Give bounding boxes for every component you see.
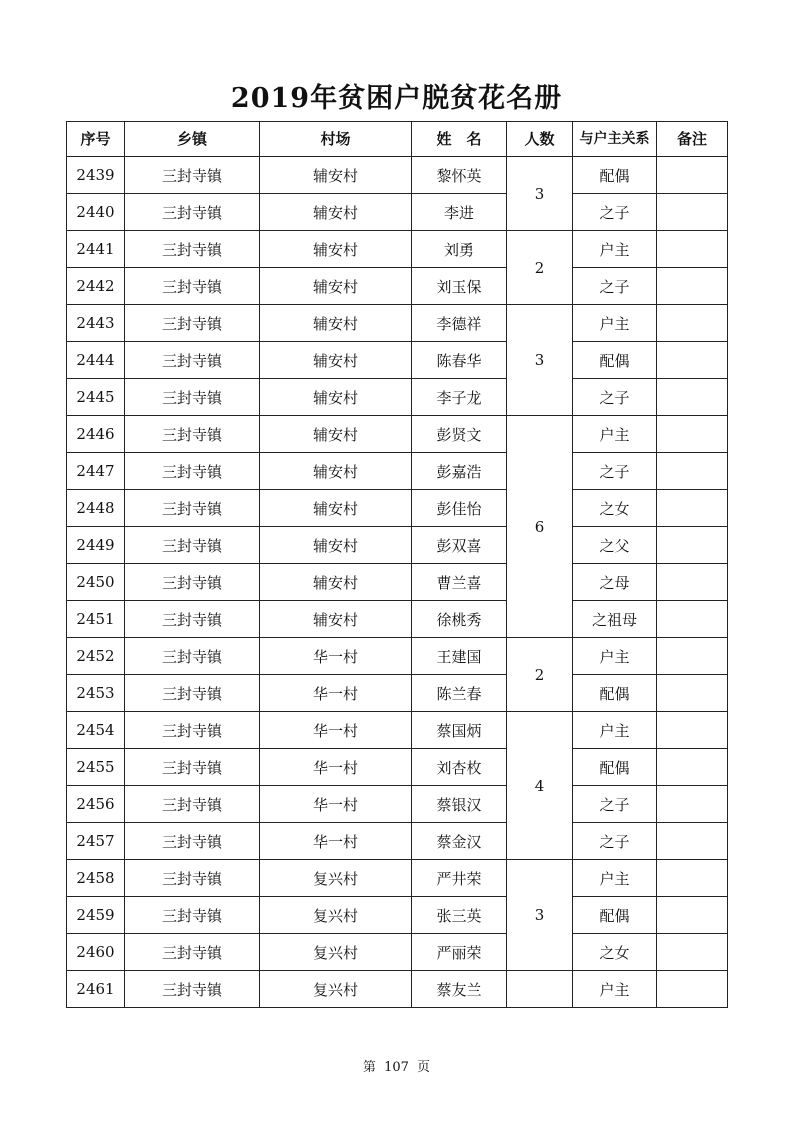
table-row [67, 453, 728, 490]
cell-remark [657, 712, 728, 749]
cell-seq: 2446 [67, 416, 125, 453]
cell-village: 辅安村 [260, 490, 412, 527]
cell-remark [657, 305, 728, 342]
cell-household-count [507, 971, 573, 1008]
header-relation: 与户主关系 [573, 122, 657, 157]
cell-name: 刘杏枚 [412, 749, 507, 786]
cell-town: 三封寺镇 [125, 305, 260, 342]
cell-name: 刘勇 [412, 231, 507, 268]
cell-name: 刘玉保 [412, 268, 507, 305]
header-remark: 备注 [657, 122, 728, 157]
cell-relation: 之祖母 [573, 601, 657, 638]
cell-village: 辅安村 [260, 453, 412, 490]
header-seq: 序号 [67, 122, 125, 157]
cell-remark [657, 268, 728, 305]
table-row [67, 934, 728, 971]
cell-seq: 2456 [67, 786, 125, 823]
cell-household-count: 4 [507, 712, 573, 860]
cell-town: 三封寺镇 [125, 379, 260, 416]
table-row [67, 749, 728, 786]
table-row [67, 564, 728, 601]
cell-relation: 之子 [573, 453, 657, 490]
cell-remark [657, 601, 728, 638]
cell-town: 三封寺镇 [125, 823, 260, 860]
table-body [67, 157, 728, 1008]
table-row [67, 527, 728, 564]
cell-household-count: 3 [507, 305, 573, 416]
cell-relation: 户主 [573, 305, 657, 342]
cell-village: 华一村 [260, 712, 412, 749]
cell-name: 张三英 [412, 897, 507, 934]
table-row [67, 379, 728, 416]
cell-village: 辅安村 [260, 194, 412, 231]
poverty-roster-table [66, 121, 728, 1008]
table-row [67, 601, 728, 638]
cell-name: 彭嘉浩 [412, 453, 507, 490]
cell-name: 王建国 [412, 638, 507, 675]
cell-remark [657, 638, 728, 675]
table-row [67, 638, 728, 675]
document-title: 2019年贫困户脱贫花名册 [230, 83, 563, 114]
table-row [67, 897, 728, 934]
cell-household-count: 2 [507, 231, 573, 305]
cell-remark [657, 490, 728, 527]
cell-household-count: 2 [507, 638, 573, 712]
cell-name: 彭贤文 [412, 416, 507, 453]
cell-name: 严丽荣 [412, 934, 507, 971]
cell-remark [657, 823, 728, 860]
cell-name: 陈春华 [412, 342, 507, 379]
table-row [67, 860, 728, 897]
cell-town: 三封寺镇 [125, 268, 260, 305]
cell-town: 三封寺镇 [125, 564, 260, 601]
cell-seq: 2444 [67, 342, 125, 379]
header-village: 村场 [260, 122, 412, 157]
cell-village: 辅安村 [260, 342, 412, 379]
cell-name: 严井荣 [412, 860, 507, 897]
cell-town: 三封寺镇 [125, 453, 260, 490]
cell-village: 复兴村 [260, 971, 412, 1008]
cell-village: 华一村 [260, 675, 412, 712]
table-row [67, 194, 728, 231]
table-row [67, 416, 728, 453]
cell-seq: 2461 [67, 971, 125, 1008]
cell-town: 三封寺镇 [125, 416, 260, 453]
cell-remark [657, 934, 728, 971]
header-town: 乡镇 [125, 122, 260, 157]
cell-remark [657, 342, 728, 379]
table-header-row [67, 122, 728, 157]
table-row [67, 675, 728, 712]
cell-town: 三封寺镇 [125, 675, 260, 712]
cell-town: 三封寺镇 [125, 231, 260, 268]
cell-remark [657, 564, 728, 601]
cell-remark [657, 749, 728, 786]
cell-seq: 2457 [67, 823, 125, 860]
cell-town: 三封寺镇 [125, 342, 260, 379]
table-row [67, 268, 728, 305]
cell-remark [657, 527, 728, 564]
cell-town: 三封寺镇 [125, 860, 260, 897]
cell-town: 三封寺镇 [125, 934, 260, 971]
footer-prefix: 第 [362, 1060, 376, 1075]
cell-town: 三封寺镇 [125, 490, 260, 527]
cell-name: 彭佳怡 [412, 490, 507, 527]
table-row [67, 823, 728, 860]
cell-relation: 之女 [573, 934, 657, 971]
page-number: 107 [384, 1060, 409, 1075]
table-row [67, 490, 728, 527]
table-row [67, 305, 728, 342]
cell-remark [657, 416, 728, 453]
cell-village: 辅安村 [260, 527, 412, 564]
cell-village: 辅安村 [260, 268, 412, 305]
cell-village: 复兴村 [260, 860, 412, 897]
cell-name: 曹兰喜 [412, 564, 507, 601]
cell-remark [657, 157, 728, 194]
cell-seq: 2459 [67, 897, 125, 934]
cell-town: 三封寺镇 [125, 527, 260, 564]
cell-remark [657, 194, 728, 231]
cell-village: 华一村 [260, 638, 412, 675]
cell-town: 三封寺镇 [125, 157, 260, 194]
cell-name: 陈兰春 [412, 675, 507, 712]
cell-name: 李德祥 [412, 305, 507, 342]
header-name: 姓 名 [412, 122, 507, 157]
cell-seq: 2453 [67, 675, 125, 712]
cell-village: 华一村 [260, 823, 412, 860]
cell-village: 辅安村 [260, 157, 412, 194]
cell-remark [657, 860, 728, 897]
cell-remark [657, 231, 728, 268]
cell-relation: 之女 [573, 490, 657, 527]
cell-seq: 2442 [67, 268, 125, 305]
cell-relation: 户主 [573, 712, 657, 749]
cell-seq: 2452 [67, 638, 125, 675]
cell-name: 蔡友兰 [412, 971, 507, 1008]
table-row [67, 231, 728, 268]
cell-relation: 配偶 [573, 897, 657, 934]
cell-name: 蔡银汉 [412, 786, 507, 823]
page-footer [0, 1056, 793, 1075]
cell-town: 三封寺镇 [125, 786, 260, 823]
cell-name: 彭双喜 [412, 527, 507, 564]
cell-town: 三封寺镇 [125, 601, 260, 638]
cell-seq: 2439 [67, 157, 125, 194]
cell-village: 华一村 [260, 749, 412, 786]
cell-relation: 之子 [573, 786, 657, 823]
table-row [67, 712, 728, 749]
cell-relation: 之母 [573, 564, 657, 601]
cell-remark [657, 971, 728, 1008]
cell-village: 辅安村 [260, 564, 412, 601]
cell-household-count: 6 [507, 416, 573, 638]
cell-relation: 配偶 [573, 157, 657, 194]
cell-relation: 之子 [573, 194, 657, 231]
cell-village: 辅安村 [260, 601, 412, 638]
cell-town: 三封寺镇 [125, 971, 260, 1008]
cell-relation: 户主 [573, 860, 657, 897]
cell-seq: 2455 [67, 749, 125, 786]
cell-remark [657, 675, 728, 712]
cell-relation: 配偶 [573, 342, 657, 379]
cell-name: 黎怀英 [412, 157, 507, 194]
cell-relation: 户主 [573, 416, 657, 453]
cell-relation: 配偶 [573, 675, 657, 712]
table-row [67, 342, 728, 379]
cell-name: 蔡国炳 [412, 712, 507, 749]
cell-remark [657, 897, 728, 934]
cell-seq: 2445 [67, 379, 125, 416]
cell-seq: 2440 [67, 194, 125, 231]
cell-name: 李进 [412, 194, 507, 231]
cell-village: 辅安村 [260, 231, 412, 268]
cell-village: 复兴村 [260, 934, 412, 971]
table-row [67, 786, 728, 823]
cell-relation: 户主 [573, 638, 657, 675]
cell-seq: 2449 [67, 527, 125, 564]
cell-town: 三封寺镇 [125, 897, 260, 934]
cell-village: 辅安村 [260, 416, 412, 453]
cell-village: 华一村 [260, 786, 412, 823]
cell-seq: 2450 [67, 564, 125, 601]
cell-seq: 2458 [67, 860, 125, 897]
cell-relation: 之子 [573, 268, 657, 305]
cell-name: 蔡金汉 [412, 823, 507, 860]
cell-town: 三封寺镇 [125, 712, 260, 749]
cell-village: 复兴村 [260, 897, 412, 934]
cell-village: 辅安村 [260, 305, 412, 342]
cell-household-count: 3 [507, 157, 573, 231]
cell-town: 三封寺镇 [125, 194, 260, 231]
cell-household-count: 3 [507, 860, 573, 971]
cell-town: 三封寺镇 [125, 638, 260, 675]
cell-relation: 户主 [573, 231, 657, 268]
cell-relation: 之父 [573, 527, 657, 564]
cell-seq: 2441 [67, 231, 125, 268]
table-row [67, 157, 728, 194]
cell-relation: 之子 [573, 823, 657, 860]
cell-seq: 2451 [67, 601, 125, 638]
cell-name: 李子龙 [412, 379, 507, 416]
cell-remark [657, 786, 728, 823]
header-count: 人数 [507, 122, 573, 157]
cell-name: 徐桃秀 [412, 601, 507, 638]
cell-relation: 配偶 [573, 749, 657, 786]
cell-remark [657, 453, 728, 490]
footer-suffix: 页 [417, 1060, 431, 1075]
table-row [67, 971, 728, 1008]
cell-remark [657, 379, 728, 416]
cell-seq: 2454 [67, 712, 125, 749]
cell-seq: 2447 [67, 453, 125, 490]
cell-relation: 户主 [573, 971, 657, 1008]
cell-relation: 之子 [573, 379, 657, 416]
cell-seq: 2460 [67, 934, 125, 971]
cell-seq: 2443 [67, 305, 125, 342]
cell-town: 三封寺镇 [125, 749, 260, 786]
cell-village: 辅安村 [260, 379, 412, 416]
cell-seq: 2448 [67, 490, 125, 527]
